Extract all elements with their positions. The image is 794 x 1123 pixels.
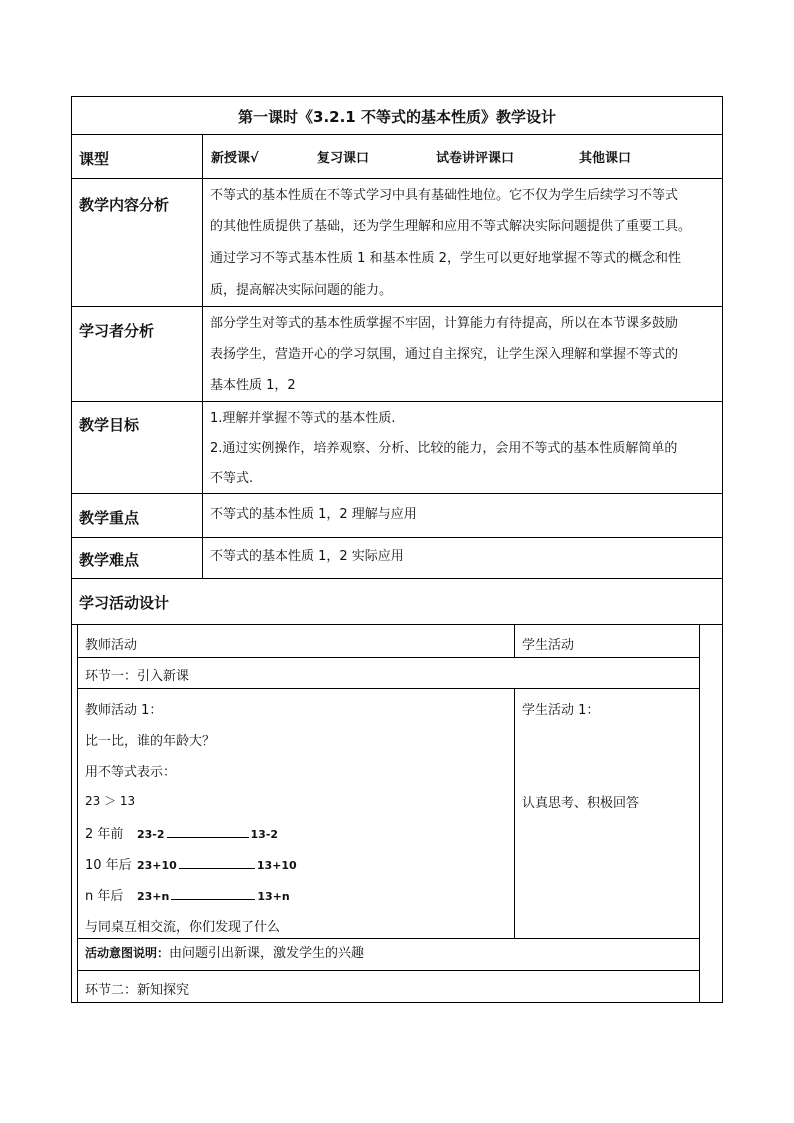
- objective-line: 2.通过实例操作，培养观察、分析、比较的能力，会用不等式的基本性质解简单的: [210, 441, 678, 456]
- row-divider: [71, 401, 723, 402]
- teacher-activity1-line: 比一比，谁的年龄大？: [85, 734, 216, 749]
- objective-line: 1.理解并掌握不等式的基本性质.: [210, 411, 396, 426]
- inner-table-left: [77, 624, 78, 1002]
- comparison-row: [85, 885, 290, 904]
- table-border-left: [71, 96, 72, 1003]
- activity-intent: [85, 942, 364, 961]
- course-type-option: 试卷讲评课口: [436, 151, 515, 166]
- row-divider: [71, 578, 723, 579]
- comparison-right: 13+n: [257, 890, 290, 903]
- blank-line: [179, 856, 255, 869]
- student-activity1-text: 认真思考、积极回答: [522, 796, 640, 811]
- content-analysis-label: 教学内容分析: [79, 196, 170, 214]
- teacher-activity1-closing: 与同桌互相交流，你们发现了什么: [85, 920, 281, 935]
- row-divider: [71, 134, 723, 135]
- teacher-activity1-line: 23 ＞ 13: [85, 794, 136, 808]
- inner-row-divider: [77, 657, 700, 658]
- inner-row-divider: [77, 688, 700, 689]
- teacher-activity1-line: 用不等式表示：: [85, 765, 177, 780]
- comparison-label: 2 年前: [85, 827, 124, 842]
- course-type-option: 新授课√: [211, 151, 259, 166]
- blank-line: [171, 887, 255, 900]
- difficulties-text: 不等式的基本性质 1，2 实际应用: [210, 549, 404, 564]
- comparison-right: 13+10: [256, 859, 297, 872]
- course-type-option: 复习课口: [317, 151, 370, 166]
- content-analysis-line: 质，提高解决实际问题的能力。: [210, 283, 393, 298]
- content-analysis-line: 的其他性质提供了基础，还为学生理解和应用不等式解决实际问题提供了重要工具。: [210, 219, 692, 234]
- comparison-label: n 年后: [85, 889, 124, 904]
- comparison-left: 23+n: [137, 890, 170, 903]
- table-border-right: [722, 96, 723, 1003]
- row-divider: [71, 306, 723, 307]
- activity-intent-text: 由问题引出新课，激发学生的兴趣: [169, 946, 365, 961]
- comparison-right: 13-2: [250, 828, 279, 841]
- learner-analysis-label: 学习者分析: [79, 322, 155, 340]
- row-divider: [71, 537, 723, 538]
- inner-column-divider: [514, 624, 515, 658]
- learner-analysis-line: 部分学生对等式的基本性质掌握不牢固，计算能力有待提高，所以在本节课多鼓励: [210, 316, 679, 331]
- row-divider: [71, 493, 723, 494]
- content-analysis-line: 不等式的基本性质在不等式学习中具有基础性地位。它不仅为学生后续学习不等式: [210, 188, 679, 203]
- objective-line: 不等式.: [210, 471, 254, 486]
- teacher-activity-header: 教师活动: [85, 638, 138, 653]
- section-one-heading: 环节一：引入新课: [85, 669, 190, 684]
- teacher-activity1-title: 教师活动 1：: [85, 703, 163, 718]
- course-type-option: 其他课口: [579, 151, 632, 166]
- key-points-text: 不等式的基本性质 1，2 理解与应用: [210, 507, 417, 522]
- blank-line: [167, 825, 249, 838]
- key-points-label: 教学重点: [79, 509, 140, 527]
- comparison-left: 23+10: [137, 859, 177, 872]
- course-type-label: 课型: [79, 150, 110, 168]
- inner-row-divider: [77, 970, 700, 971]
- inner-column-divider: [514, 688, 515, 939]
- student-activity1-title: 学生活动 1：: [522, 703, 600, 718]
- row-divider: [71, 178, 723, 179]
- student-activity-header: 学生活动: [522, 638, 575, 653]
- comparison-row: [85, 823, 278, 842]
- label-column-divider: [202, 134, 203, 578]
- table-border-bottom: [71, 1002, 723, 1003]
- activity-design-label: 学习活动设计: [79, 594, 170, 612]
- learner-analysis-line: 基本性质 1，2: [210, 378, 296, 393]
- comparison-label: 10 年后: [85, 858, 132, 873]
- difficulties-label: 教学难点: [79, 551, 140, 569]
- section-two-heading: 环节二：新知探究: [85, 983, 190, 998]
- comparison-left: 23-2: [137, 828, 165, 841]
- inner-table-right: [699, 624, 700, 1002]
- content-analysis-line: 通过学习不等式基本性质 1 和基本性质 2，学生可以更好地掌握不等式的概念和性: [210, 251, 681, 266]
- learner-analysis-line: 表扬学生，营造开心的学习氛围，通过自主探究，让学生深入理解和掌握不等式的: [210, 347, 679, 362]
- objectives-label: 教学目标: [79, 416, 140, 434]
- document-title: 第一课时《3.2.1 不等式的基本性质》教学设计: [238, 108, 556, 126]
- row-divider: [71, 624, 723, 625]
- table-border-top: [71, 96, 723, 97]
- comparison-row: [85, 854, 297, 873]
- inner-row-divider: [77, 938, 700, 939]
- activity-intent-label: 活动意图说明：: [85, 946, 170, 960]
